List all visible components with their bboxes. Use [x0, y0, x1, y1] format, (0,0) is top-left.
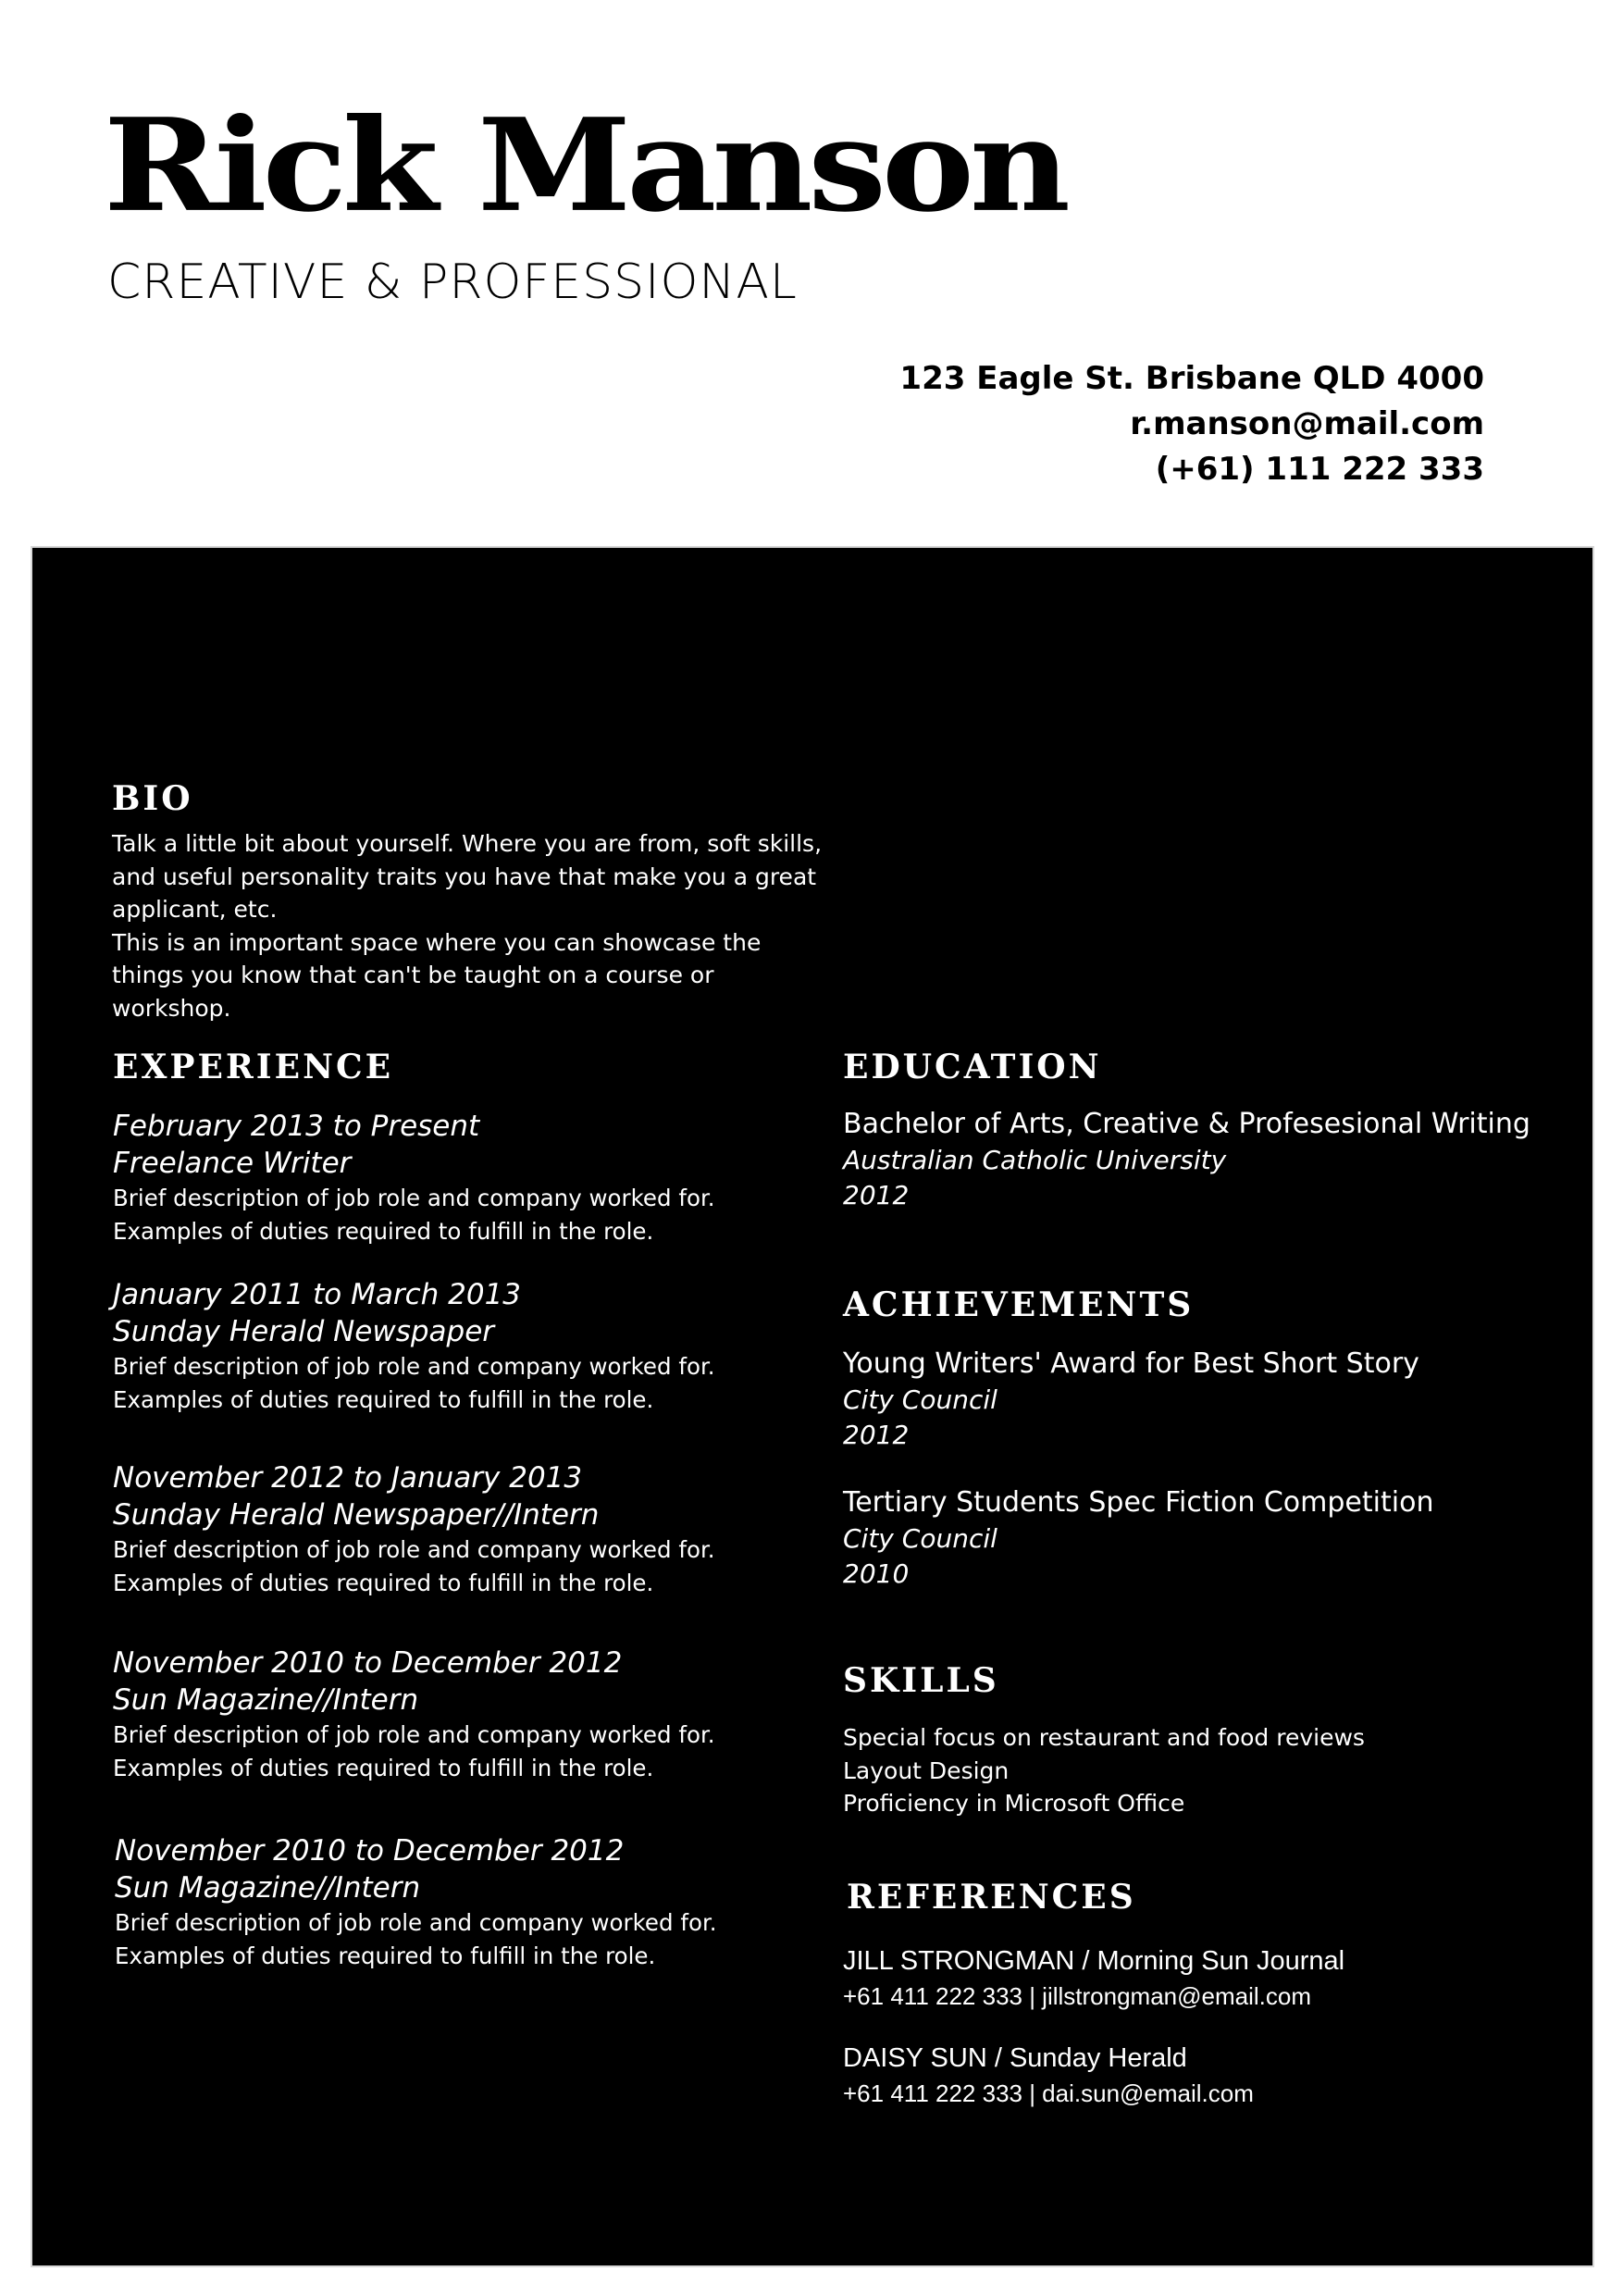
contact-email: r.manson@mail.com [1130, 405, 1484, 442]
reference-entry [843, 1942, 1344, 2013]
skill-item: Proficiency in Microsoft Office [843, 1790, 1185, 1817]
bio-line: workshop. [112, 994, 231, 1022]
contact-address: 123 Eagle St. Brisbane QLD 4000 [899, 360, 1484, 397]
reference-contact: +61 411 222 333 | dai.sun@email.com [843, 2079, 1254, 2107]
job-description: Brief description of job role and company worked for. [113, 1721, 715, 1748]
job-dates: February 2013 to Present [113, 1110, 480, 1143]
experience-heading: EXPERIENCE [113, 1048, 394, 1086]
skills-heading: SKILLS [843, 1661, 999, 1700]
bio-line: This is an important space where you can showcase the [112, 928, 762, 956]
job-dates: November 2010 to December 2012 [115, 1834, 625, 1868]
job-company: Sunday Herald Newspaper//Intern [113, 1498, 600, 1532]
skills-list [843, 1721, 1365, 1820]
achievement-org: City Council [843, 1384, 997, 1415]
bio-line: Talk a little bit about yourself. Where you are from, soft skills, [112, 830, 823, 857]
experience-entry [113, 1108, 816, 1247]
job-company: Sun Magazine//Intern [115, 1871, 421, 1905]
reference-contact: +61 411 222 333 | jillstrongman@email.com [843, 1982, 1311, 2010]
job-company: Sunday Herald Newspaper [113, 1315, 495, 1348]
education-year: 2012 [843, 1180, 910, 1210]
achievement-entry [843, 1484, 1433, 1592]
resume-tagline: CREATIVE & PROFESSIONAL [107, 254, 798, 310]
resume-body-panel [31, 546, 1594, 2267]
contact-phone: (+61) 111 222 333 [1155, 451, 1484, 488]
job-description: Brief description of job role and company worked for. [113, 1536, 715, 1563]
job-company: Freelance Writer [113, 1147, 352, 1180]
job-duties: Examples of duties required to fulfill in the role. [113, 1754, 654, 1781]
job-dates: November 2010 to December 2012 [113, 1646, 623, 1680]
achievement-title: Young Writers' Award for Best Short Story [843, 1347, 1419, 1380]
experience-entry [113, 1276, 816, 1416]
job-duties: Examples of duties required to fulfill in the role. [113, 1385, 654, 1413]
experience-entry [113, 1644, 816, 1784]
bio-line: applicant, etc. [112, 896, 278, 923]
experience-entry [115, 1832, 818, 1972]
job-description: Brief description of job role and company worked for. [113, 1185, 715, 1211]
achievement-year: 2010 [843, 1558, 910, 1589]
achievement-org: City Council [843, 1523, 997, 1554]
bio-text [112, 827, 834, 1024]
reference-name: JILL STRONGMAN / Morning Sun Journal [843, 1946, 1345, 1976]
education-degree: Bachelor of Arts, Creative & Profesesional Writing [843, 1108, 1530, 1140]
job-dates: November 2012 to January 2013 [113, 1461, 583, 1495]
job-description: Brief description of job role and company worked for. [115, 1909, 717, 1936]
job-dates: January 2011 to March 2013 [113, 1278, 522, 1311]
resume-name: Rick Manson [104, 91, 1066, 241]
skill-item: Special focus on restaurant and food reviews [843, 1724, 1365, 1751]
bio-heading: BIO [112, 779, 193, 818]
job-duties: Examples of duties required to fulfill in the role. [115, 1942, 656, 1969]
skill-item: Layout Design [843, 1756, 1010, 1784]
experience-entry [113, 1459, 816, 1599]
achievement-title: Tertiary Students Spec Fiction Competition [843, 1486, 1434, 1519]
contact-block [899, 356, 1484, 492]
job-company: Sun Magazine//Intern [113, 1683, 419, 1717]
achievement-entry [843, 1346, 1419, 1453]
bio-line: and useful personality traits you have that make you a great [112, 863, 817, 890]
reference-name: DAISY SUN / Sunday Herald [843, 2043, 1187, 2073]
education-heading: EDUCATION [843, 1048, 1102, 1086]
reference-entry [843, 2040, 1254, 2110]
job-description: Brief description of job role and company worked for. [113, 1353, 715, 1380]
achievements-heading: ACHIEVEMENTS [843, 1285, 1195, 1324]
achievement-year: 2012 [843, 1420, 910, 1450]
job-duties: Examples of duties required to fulfill in the role. [113, 1569, 654, 1596]
bio-line: things you know that can't be taught on a course or [112, 962, 714, 988]
job-duties: Examples of duties required to fulfill in the role. [113, 1217, 654, 1245]
references-heading: REFERENCES [847, 1878, 1136, 1917]
education-institution: Australian Catholic University [843, 1145, 1227, 1175]
education-entry [843, 1106, 1530, 1213]
